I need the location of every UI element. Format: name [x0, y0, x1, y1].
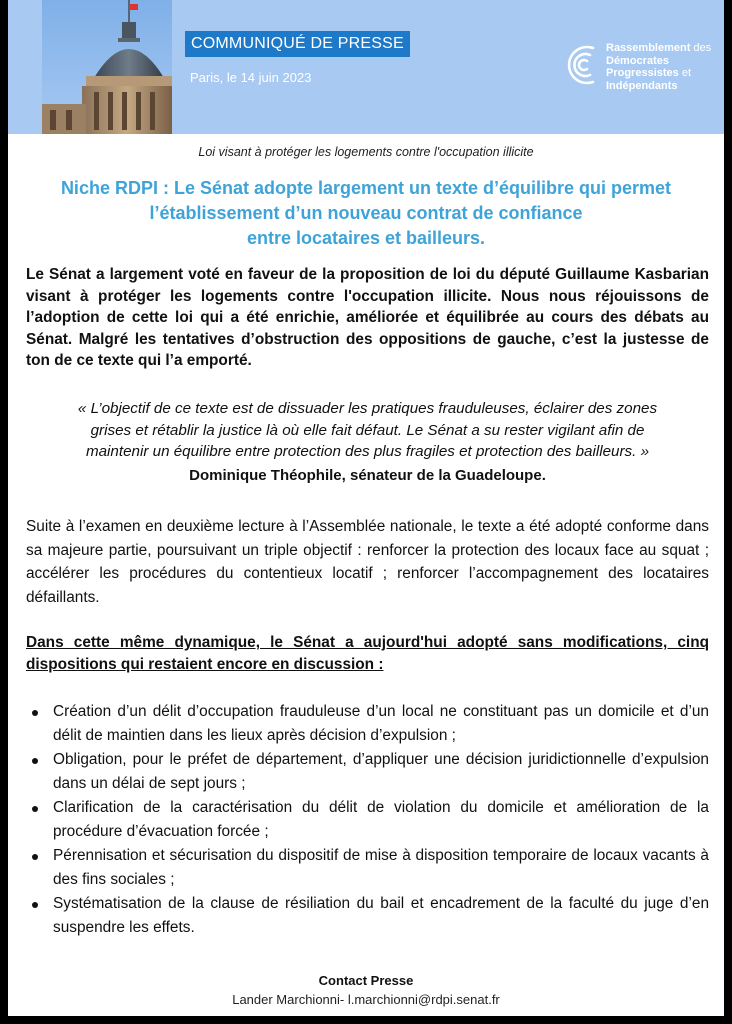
- press-release-page: [8, 0, 724, 1016]
- quote-block: [26, 398, 709, 463]
- contact-details: Lander Marchionni- l.marchionni@rdpi.senat.fr: [232, 992, 500, 1007]
- header-band: [8, 0, 724, 134]
- bullet-dot-icon: [32, 806, 38, 812]
- press-release-tag: COMMUNIQUÉ DE PRESSE: [185, 31, 410, 57]
- quote-line: « L’objectif de ce texte est de dissuader les pratiques frauduleuses, éclairer des zones: [77, 400, 658, 417]
- list-item: Clarification de la caractérisation du délit de violation du domicile et amélioration de la procédure d’évacuation forcée ;: [26, 796, 709, 844]
- senate-dome-photo: [42, 0, 172, 134]
- release-date: Paris, le 14 juin 2023: [190, 70, 312, 85]
- logo-line: Démocrates: [606, 54, 669, 67]
- list-item: Obligation, pour le préfet de département, d’appliquer une décision juridictionnelle d’expulsion dans un délai de sept jours ;: [26, 748, 709, 796]
- logo-line: Indépendants: [606, 79, 678, 92]
- headline-line: entre locataires et bailleurs.: [246, 228, 486, 248]
- quote-line: grises et rétablir la justice là où elle fait défaut. Le Sénat a su rester vigilant afin de: [90, 421, 645, 439]
- contact-title: Contact Presse: [318, 973, 414, 988]
- logo-line: Progressistes et: [606, 67, 691, 79]
- logo-line: Rassemblement des: [606, 42, 712, 54]
- bullet-dot-icon: [32, 758, 38, 764]
- section-title: Dans cette même dynamique, le Sénat a aujourd'hui adopté sans modifications, cinq dispositions qui restaient encore en discussion :: [26, 634, 709, 673]
- bullet-dot-icon: [32, 854, 38, 860]
- list-item: Création d’un délit d’occupation frauduleuse d’un local ne constituant pas un domicile et d’un délit de maintien dans les lieux après décision d’expulsion ;: [26, 700, 709, 748]
- quote-author: Dominique Théophile, sénateur de la Guadeloupe.: [189, 467, 546, 484]
- headline-line: Niche RDPI : Le Sénat adopte largement un texte d’équilibre qui permet: [60, 178, 672, 198]
- law-subtitle: Loi visant à protéger les logements contre l'occupation illicite: [198, 145, 534, 159]
- headline-line: l’établissement d’un nouveau contrat de confiance: [149, 203, 583, 223]
- quote-line: maintenir un équilibre entre protection des plus fragiles et protection des bailleurs. »: [85, 443, 650, 460]
- rdpi-logo-text: [606, 42, 724, 92]
- list-item: Systématisation de la clause de résiliation du bail et encadrement de la faculté du juge d’en suspendre les effets.: [26, 892, 709, 940]
- list-item: Pérennisation et sécurisation du dispositif de mise à disposition temporaire de locaux vacants à des fins sociales ;: [26, 844, 709, 892]
- bullet-dot-icon: [32, 710, 38, 716]
- lead-paragraph: Le Sénat a largement voté en faveur de la proposition de loi du député Guillaume Kasbarian visant à protéger les logements contre l'occupation illicite. Nous nous réjouissons de l’adoption de cette loi qui a été enrichie, améliorée et équilibrée au cours des débats au Sénat. Malgré les tentatives d’obstruction des oppositions de gauche, c’est la justesse de ton de ce texte qui l’a emporté.: [26, 266, 709, 369]
- body-paragraph: Suite à l’examen en deuxième lecture à l’Assemblée nationale, le texte a été adopté conforme dans sa majeure partie, poursuivant un triple objectif : renforcer la protection des locaux face au squat ; accélérer les procédures du contentieux locatif ; renforcer l’accompagnement des locataires défaillants.: [26, 518, 709, 606]
- rdpi-logo-icon: [563, 42, 603, 88]
- provisions-list: [26, 700, 709, 940]
- headline: [28, 176, 704, 251]
- bullet-dot-icon: [32, 902, 38, 908]
